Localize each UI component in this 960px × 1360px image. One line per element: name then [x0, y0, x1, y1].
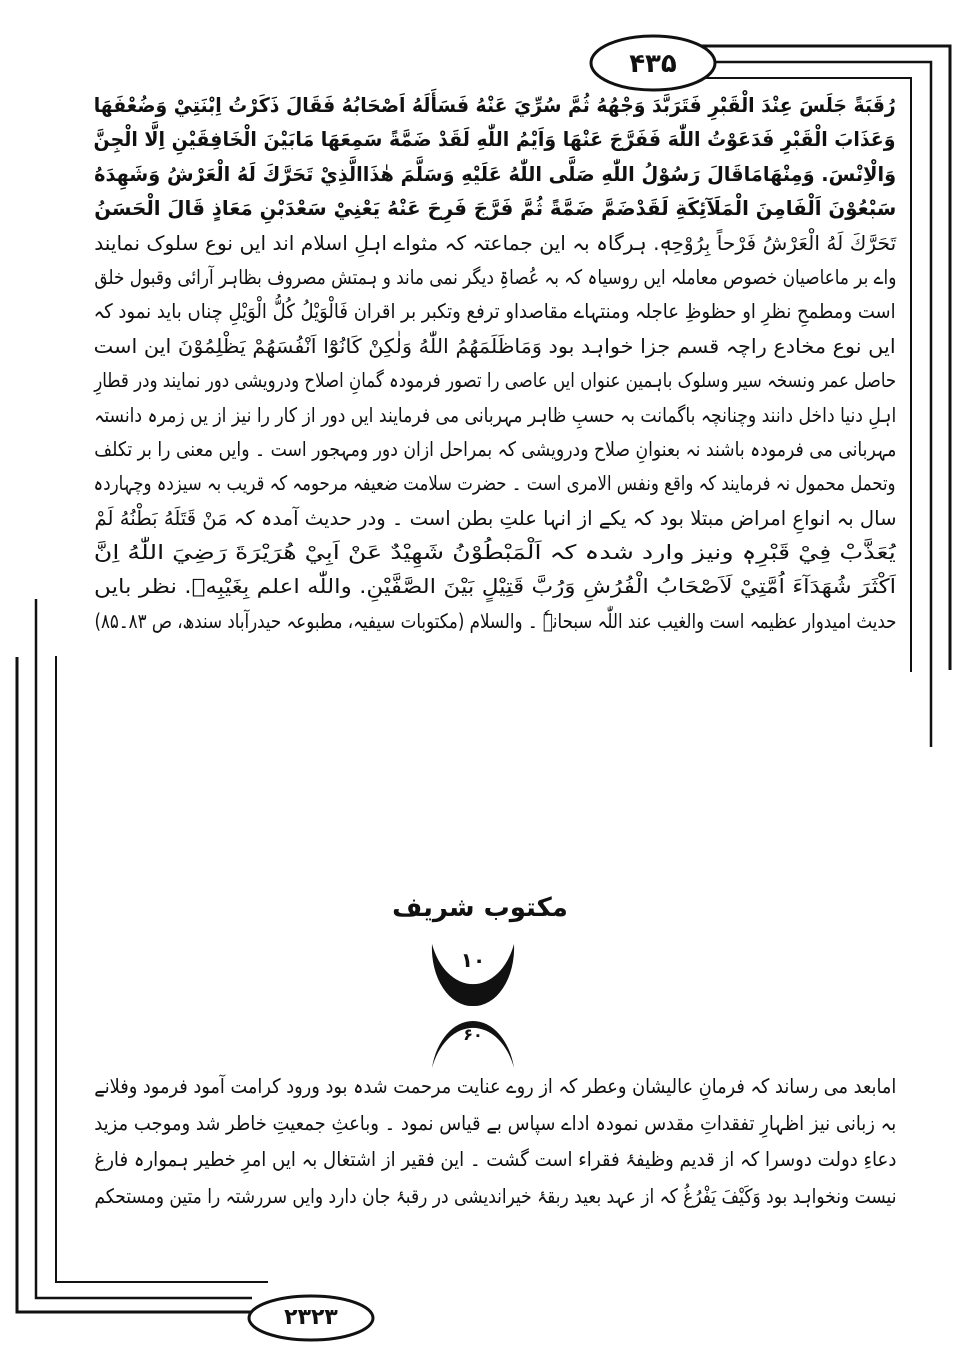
- text-line: سال بہ انواعِ امراض مبتلا بود کہ یکے از انہا علتِ بطن است ۔ ودر حدیث آمدہ کہ مَنْ قَتَلَهُ بَطْنُهُ لَمْ: [94, 505, 896, 530]
- body-text: [94, 88, 896, 638]
- page-number-top: ۴۳۵: [629, 49, 677, 79]
- letter-text: [94, 1068, 896, 1214]
- letter-number: ۱۰: [460, 948, 486, 972]
- page-number-bottom: ۲۳۲۳: [284, 1305, 338, 1330]
- text-line: وَعَذَابَ الْقَبْرِ فَدَعَوْتُ اللّٰهَ فَفَرَّجَ عَنْهَا وَاَيْمُ اللّٰهِ لَقَدْ ضَمَّةً سَمِعَهَا مَابَيْنَ الْخَافِقَيْنِ اِلَّا الْجِنَّ: [94, 127, 896, 152]
- text-line: بہ زبانی نیز اظہارِ تفقداتِ مقدس نمودہ اداے سپاس بے قیاس نمود ۔ وباعثِ جمعیتِ خاطر شد وموجب مزید: [94, 1110, 896, 1135]
- text-line: امابعد می رساند کہ فرمانِ عالیشان وعطر کہ از روے عنایت مرحمت شدہ بود ورود کرامت آمود فرمود وفلانے: [94, 1074, 896, 1098]
- text-line: نیست ونخواہد بود وَكَيْفَ يَفْرُغُ کہ از عہد بعید ربقۂ خیراندیشی در رقبۂ جان دارد وایں سررشتہ را متین ومستحکم: [94, 1183, 896, 1208]
- text-line: واے بر ماعاصیان خصوص معاملہ ایں روسیاہ کہ بہ عُصاۃِ دیگر نمی ماند و ہمتش مصروف بظاہر آرائی وقبول خلق: [94, 264, 896, 289]
- text-line: رُقَبَةً جَلَسَ عِنْدَ الْقَبْرِ فَتَرَبَّدَ وَجْهُهُ ثُمَّ سُرِّيَ عَنْهُ فَسَأَلَهُ اَصْحَابُهُ فَقَالَ ذَكَرْتُ اِبْنَتِيْ وَضُعْفَهَا: [94, 93, 896, 117]
- text-line: وَالْاِنْسَ. وَمِنْهَامَاقَالَ رَسُوْلُ اللّٰهِ صَلَّى اللّٰهُ عَلَيْهِ وَسَلَّمَ هٰذَاالَّذِيْ تَحَرَّكَ لَهُ الْعَرْشُ وَشَهِدَهُ: [94, 161, 896, 186]
- text-line: حاصل عمر ونسخہ سیر وسلوک باہمین عنواں ایں عاصی را تصور فرمودہ گمانِ اصلاح ودرویشی دور نمایند ودر قطارِ: [94, 368, 896, 393]
- text-line: اَكْثَرَ شُهَدَآءَ اُمَّتِيْ لَاَصْحَابُ الْفُرُشِ وَرُبَّ قَتِيْلٍ بَيْنَ الصَّفَّيْنِ. واللّٰه اعلم بِغَيْبِهٖ. نظر بایں: [94, 574, 896, 599]
- text-line: اہلِ دنیا داخل دانند وچنانچہ باگمانت بہ حسبِ ظاہر مہربانی می فرمایند ایں دور از کار را نیز از یں زمرہ دانستہ: [94, 402, 896, 427]
- text-line: سَبْعُوْنَ اَلْفَامِنَ الْمَلَآئِكَةِ لَقَدْضَمَّ ضَمَّةً ثُمَّ فَرَّجَ فَرِحَ عَنْهُ يَعْنِيْ سَعْدَبْنِ مَعَاذٍ قَالَ الْحَسَنُ: [94, 196, 896, 221]
- letter-heading: مکتوب شریف: [392, 893, 568, 923]
- text-line: ایں نوع مخادع راچہ قسم جزا خواہد بود وَمَاظَلَمَهُمُ اللّٰهُ وَلٰكِنْ كَانُوْٓا اَنْفُسَهُمْ يَظْلِمُوْنَ این است: [94, 333, 896, 358]
- text-line: حدیث امیدوار عظیمہ است والغیب عند اللّٰہ سبحانہٗ ۔ والسلام (مکتوبات سیفیہ، مطبوعہ حیدرآباد سندھ، ص ۸۳۔۸۵): [94, 608, 897, 633]
- text-line: مہربانی می فرمودہ باشند نہ بعنوانِ صلاح ودرویشی کہ بمراحل ازان دور ومہجور است ۔ وایں معنی را بر تکلف: [94, 436, 896, 461]
- text-line: يُعَذَّبْ فِيْ قَبْرِهٖ ونیز وارد شدہ کہ اَلْمَبْطُوْنُ شَهِيْدٌ عَنْ اَبِيْ هُرَيْرَةَ رَضِيَ اللّٰهُ اِنَّ: [94, 540, 896, 565]
- text-line: است ومطمحِ نظرِ او حظوظِ عاجلہ ومنتہاے مقاصداو ترفع وتکبر بر اقران فَالْوَيْلُ كُلُّ الْوَيْلِ چناں باید نمود کہ: [94, 299, 896, 324]
- text-line: دعاءِ دولت دوسرا کہ از قدیم وظیفۂ فقراء است گشت ۔ این فقیر از اشتغال بہ ایں امرِ خطیر ہموارہ فارغ: [94, 1147, 896, 1171]
- text-line: وتحمل محمول نہ فرمایند کہ واقع ونفس الامری است ۔ حضرت سلامت ضعیفہ مرحومہ کہ قریب بہ سیزدہ وچہاردہ: [94, 471, 896, 496]
- letter-sub-number: ۶۰: [463, 1025, 483, 1044]
- text-line: تَحَرَّكَ لَهُ الْعَرْشُ فَرْحاً بِرُوْحِهٖ. ہرگاہ بہ این جماعتہ کہ مثواے اہلِ اسلام اند ایں نوع سلوک نمایند: [94, 230, 896, 255]
